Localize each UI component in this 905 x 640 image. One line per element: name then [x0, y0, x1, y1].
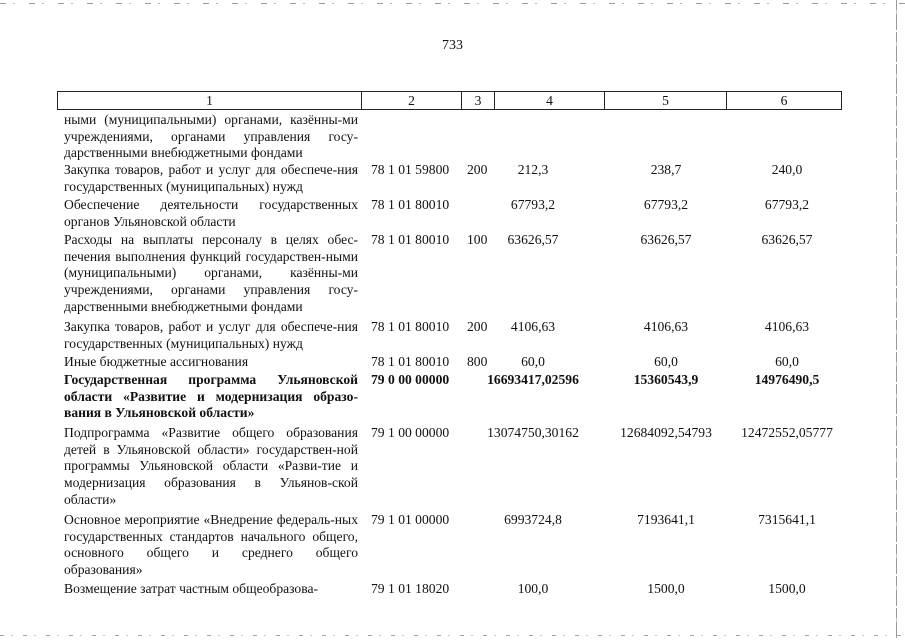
row-code: 79 1 00 00000	[371, 425, 450, 440]
row-value-col5: 12684092,54793	[620, 425, 712, 440]
row-value-col6: 67793,2	[764, 197, 810, 212]
header-col-3: 3	[461, 91, 495, 110]
row-code: 78 1 01 80010	[371, 232, 450, 247]
row-description: Возмещение затрат частным общеобразова-	[64, 581, 319, 596]
row-value-col6: 1500,0	[768, 581, 806, 596]
row-code: 79 0 00 00000	[371, 372, 450, 387]
row-value-col4: 6993724,8	[504, 512, 562, 527]
row-value-col4: 16693417,02596	[487, 372, 579, 387]
row-value-col6: 240,0	[771, 162, 803, 177]
row-value-col5: 7193641,1	[637, 512, 695, 527]
row-code: 78 1 01 80010	[371, 197, 450, 212]
row-code: 79 1 01 18020	[371, 581, 450, 596]
row-value-col6: 4106,63	[764, 319, 810, 334]
row-value-col4: 212,3	[517, 162, 549, 177]
header-col-4: 4	[494, 91, 605, 110]
row-value-col6: 60,0	[775, 354, 799, 369]
row-value-col5: 1500,0	[647, 581, 685, 596]
scan-edge-bottom	[0, 635, 905, 636]
row-value-col5: 4106,63	[643, 319, 689, 334]
row-expense-type: 100	[467, 232, 488, 247]
row-value-col4: 60,0	[521, 354, 545, 369]
row-value-col6: 14976490,5	[754, 372, 820, 387]
row-code: 78 1 01 80010	[371, 354, 450, 369]
row-description: Обеспечение деятельности государственных органов Ульяновской области	[64, 197, 358, 229]
row-value-col5: 15360543,9	[633, 372, 699, 387]
row-value-col6: 63626,57	[761, 232, 813, 247]
row-description: ными (муниципальными) органами, казённы-ми учреждениями, органами управления госу-дарственными внебюджетными фондами	[64, 112, 358, 161]
row-expense-type: 200	[467, 162, 488, 177]
row-description: Закупка товаров, работ и услуг для обеспече-ния государственных (муниципальных) нужд	[64, 319, 358, 351]
row-description: Расходы на выплаты персоналу в целях обес-печения выполнения функций государствен-ными (муниципальными) органами, казённы-ми учреждениями, органами управления госу-дарственными внебюджетными фондами	[64, 232, 358, 314]
row-value-col6: 7315641,1	[758, 512, 816, 527]
header-col-1: 1	[57, 91, 362, 110]
row-value-col4: 4106,63	[510, 319, 556, 334]
row-expense-type: 800	[467, 354, 488, 369]
row-value-col4: 63626,57	[507, 232, 559, 247]
row-description: Иные бюджетные ассигнования	[64, 354, 249, 369]
header-col-2: 2	[361, 91, 462, 110]
row-value-col5: 60,0	[654, 354, 678, 369]
row-value-col5: 238,7	[650, 162, 682, 177]
row-value-col5: 63626,57	[640, 232, 692, 247]
row-code: 78 1 01 59800	[371, 162, 450, 177]
scan-edge-right	[896, 0, 897, 640]
row-value-col5: 67793,2	[643, 197, 689, 212]
scan-edge-top	[0, 3, 905, 4]
header-col-5: 5	[604, 91, 727, 110]
header-col-6: 6	[726, 91, 842, 110]
row-value-col4: 13074750,30162	[487, 425, 579, 440]
row-value-col4: 100,0	[517, 581, 549, 596]
row-code: 78 1 01 80010	[371, 319, 450, 334]
row-description: Основное мероприятие «Внедрение федераль-ных государственных стандартов начального общего, основного общего и среднего общего образования»	[64, 512, 358, 578]
row-value-col4: 67793,2	[510, 197, 556, 212]
row-description: Подпрограмма «Развитие общего образования детей в Ульяновской области» государствен-ной программы Ульяновской области «Разви-тие и модернизация образования в Ульянов-ской области»	[64, 425, 358, 507]
row-description: Закупка товаров, работ и услуг для обеспече-ния государственных (муниципальных) нужд	[64, 162, 358, 194]
row-expense-type: 200	[467, 319, 488, 334]
page-number: 733	[442, 38, 463, 53]
row-code: 79 1 01 00000	[371, 512, 450, 527]
row-value-col6: 12472552,05777	[741, 425, 833, 440]
row-description: Государственная программа Ульяновской области «Развитие и модернизация образо-вания в Ульяновской области»	[64, 372, 358, 421]
